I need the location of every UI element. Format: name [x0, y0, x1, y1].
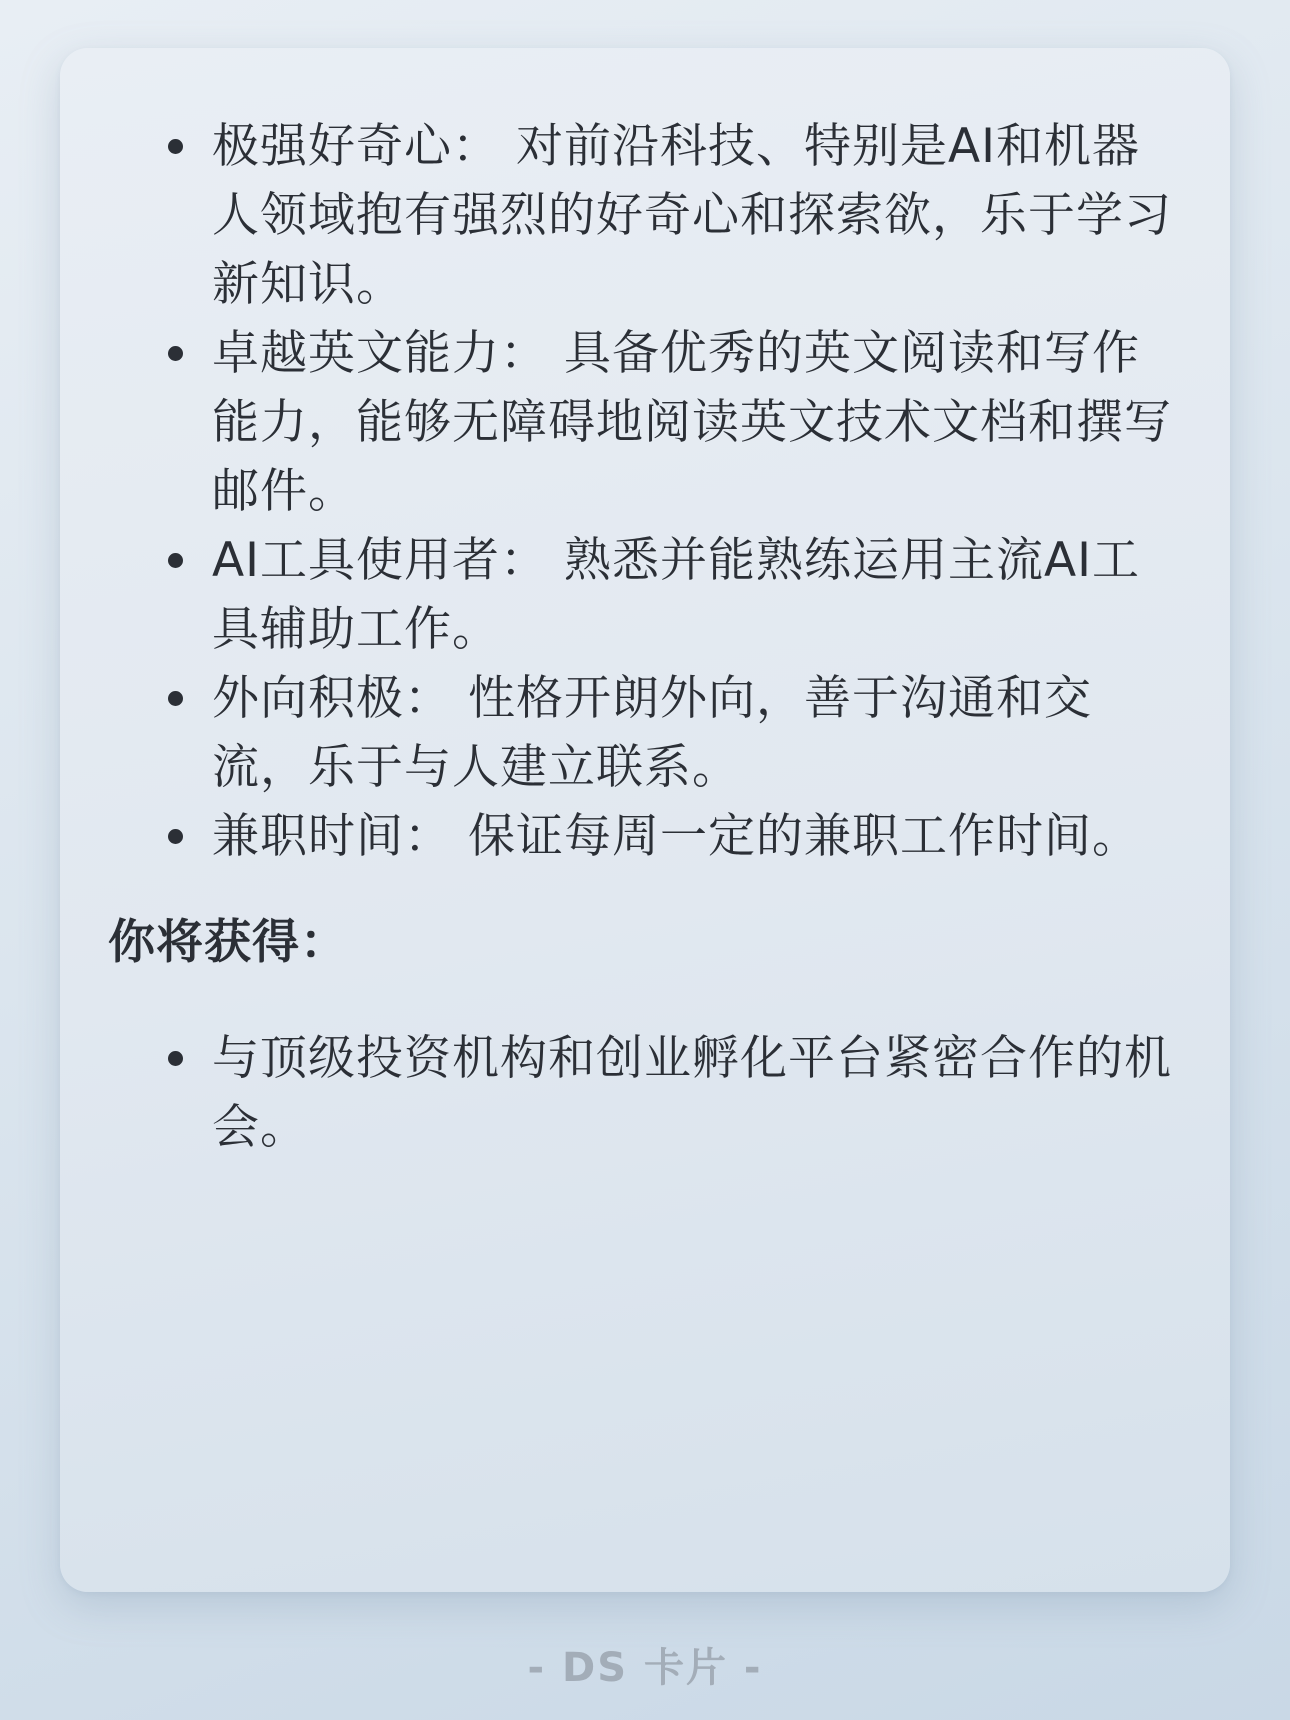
requirements-list: [60, 112, 1230, 871]
bullet-icon: [168, 691, 183, 706]
list-item: [60, 526, 1230, 664]
bullet-icon: [168, 1051, 183, 1066]
list-item-text: 卓越英文能力： 具备优秀的英文阅读和写作能力，能够无障碍地阅读英文技术文档和撰写邮件。: [212, 326, 1172, 519]
bullet-icon: [168, 553, 183, 568]
content-card: [60, 48, 1230, 1592]
bullet-icon: [168, 346, 183, 361]
list-item-text: 外向积极： 性格开朗外向，善于沟通和交流，乐于与人建立联系。: [212, 671, 1092, 795]
list-item: [60, 1024, 1230, 1162]
benefits-list: [60, 1024, 1230, 1162]
list-item-text: 极强好奇心： 对前沿科技、特别是AI和机器人领域抱有强烈的好奇心和探索欲，乐于学习新知识。: [212, 119, 1172, 312]
list-item: [60, 112, 1230, 319]
list-item: [60, 664, 1230, 802]
bullet-icon: [168, 829, 183, 844]
list-item: [60, 319, 1230, 526]
list-item-text: 与顶级投资机构和创业孵化平台紧密合作的机会。: [212, 1031, 1172, 1155]
list-item-text: AI工具使用者： 熟悉并能熟练运用主流AI工具辅助工作。: [212, 533, 1140, 657]
benefits-heading: 你将获得：: [108, 915, 348, 970]
list-item: [60, 802, 1230, 871]
footer-label: - DS 卡片 -: [527, 1645, 763, 1691]
list-item-text: 兼职时间： 保证每周一定的兼职工作时间。: [212, 809, 1140, 864]
bullet-icon: [168, 139, 183, 154]
